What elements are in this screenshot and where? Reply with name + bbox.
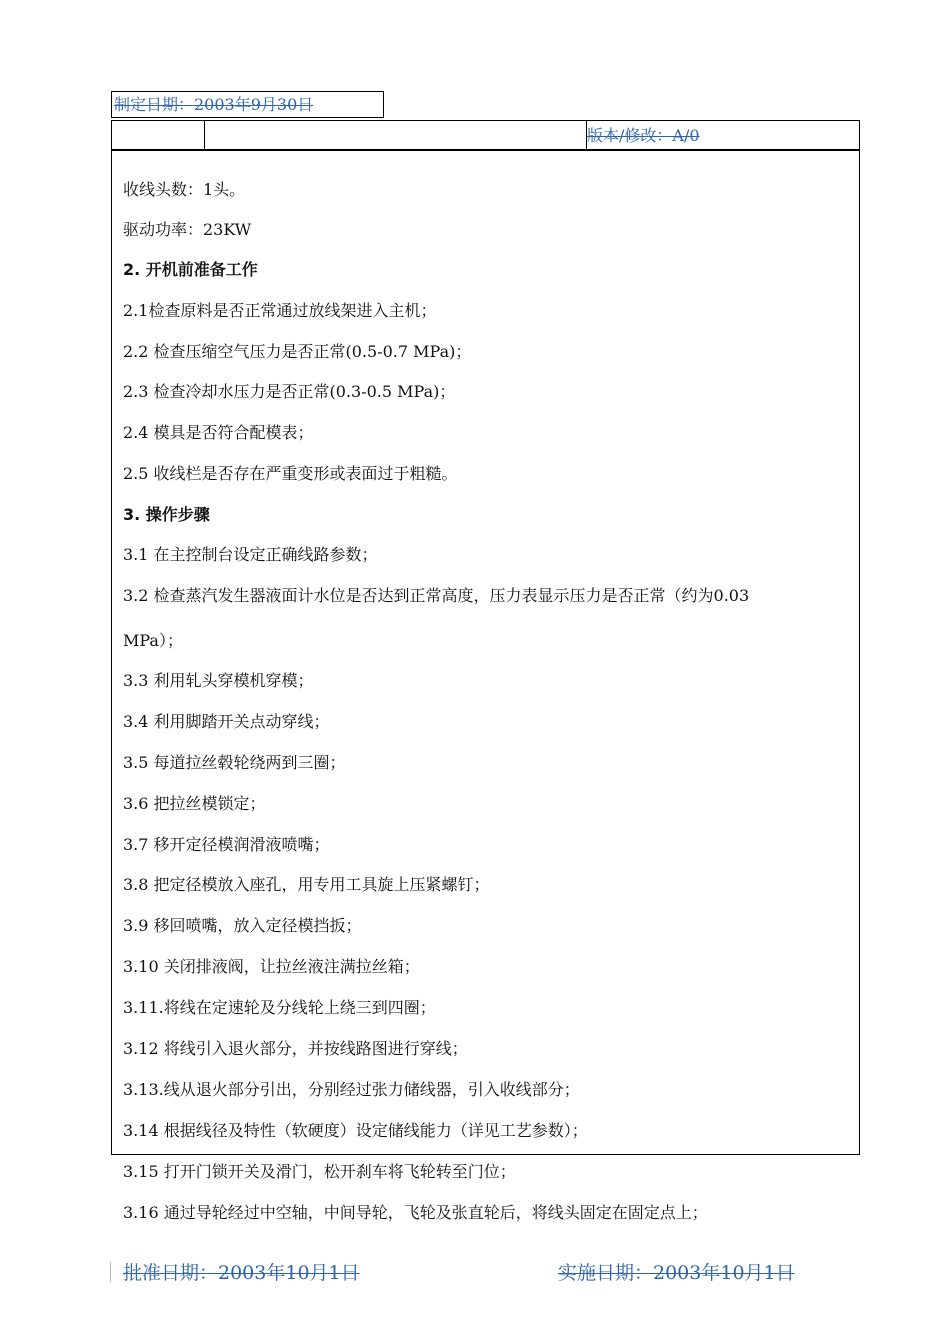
- footer-divider: [110, 1262, 111, 1282]
- list-item: 3.1 在主控制台设定正确线路参数；: [123, 545, 378, 564]
- issue-date: 制定日期：2003年9月30日: [114, 95, 314, 114]
- list-item: 驱动功率：23KW: [123, 220, 252, 239]
- list-item: 3.16 通过导轮经过中空轴，中间导轮，飞轮及张直轮后，将线头固定在固定点上；: [123, 1203, 708, 1222]
- list-item: 3.4 利用脚踏开关点动穿线；: [123, 712, 330, 731]
- list-item: 3.10 关闭排液阀，让拉丝液注满拉丝箱；: [123, 957, 420, 976]
- list-item: 3.7 移开定径模润滑液喷嘴；: [123, 835, 330, 854]
- list-item: 2.2 检查压缩空气压力是否正常(0.5-0.7 MPa)；: [123, 342, 472, 361]
- list-item: 3.12 将线引入退火部分，并按线路图进行穿线；: [123, 1039, 468, 1058]
- list-item: 3.5 每道拉丝毂轮绕两到三圈；: [123, 753, 346, 772]
- header-cell-empty-1: [112, 121, 205, 149]
- issue-date-box: [111, 91, 384, 118]
- list-item: 3.2 检查蒸汽发生器液面计水位是否达到正常高度，压力表显示压力是否正常（约为0.03: [123, 586, 750, 605]
- list-item: 3.6 把拉丝模锁定；: [123, 794, 266, 813]
- list-item: 3.11.将线在定速轮及分线轮上绕三到四圈；: [123, 998, 436, 1017]
- approval-date: 批准日期：2003年10月1日: [123, 1262, 360, 1284]
- list-item: 3.15 打开门锁开关及滑门，松开刹车将飞轮转至门位；: [123, 1162, 516, 1181]
- version-cell: [587, 121, 859, 149]
- list-item: 3.13.线从退火部分引出，分别经过张力储线器，引入收线部分；: [123, 1080, 580, 1099]
- list-item: 2.5 收线栏是否存在严重变形或表面过于粗糙。: [123, 464, 458, 483]
- section-heading: 3. 操作步骤: [123, 505, 210, 524]
- list-item: 2.4 模具是否符合配模表；: [123, 423, 314, 442]
- version-label: 版本/修改：A/0: [587, 126, 700, 145]
- list-item: 2.3 检查冷却水压力是否正常(0.3-0.5 MPa)；: [123, 382, 456, 401]
- list-item: MPa）；: [123, 631, 183, 650]
- effective-date: 实施日期：2003年10月1日: [558, 1262, 795, 1284]
- list-item: 3.14 根据线径及特性（软硬度）设定储线能力（详见工艺参数）；: [123, 1121, 588, 1140]
- list-item: 收线头数：1头。: [123, 180, 246, 199]
- header-cell-empty-2: [205, 121, 587, 149]
- list-item: 2.1检查原料是否正常通过放线架进入主机；: [123, 301, 437, 320]
- list-item: 3.9 移回喷嘴，放入定径模挡扳；: [123, 916, 362, 935]
- header-row: [111, 120, 860, 150]
- list-item: 3.8 把定径模放入座孔，用专用工具旋上压紧螺钉；: [123, 875, 490, 894]
- list-item: 3.3 利用轧头穿模机穿模；: [123, 671, 314, 690]
- section-heading: 2. 开机前准备工作: [123, 260, 258, 279]
